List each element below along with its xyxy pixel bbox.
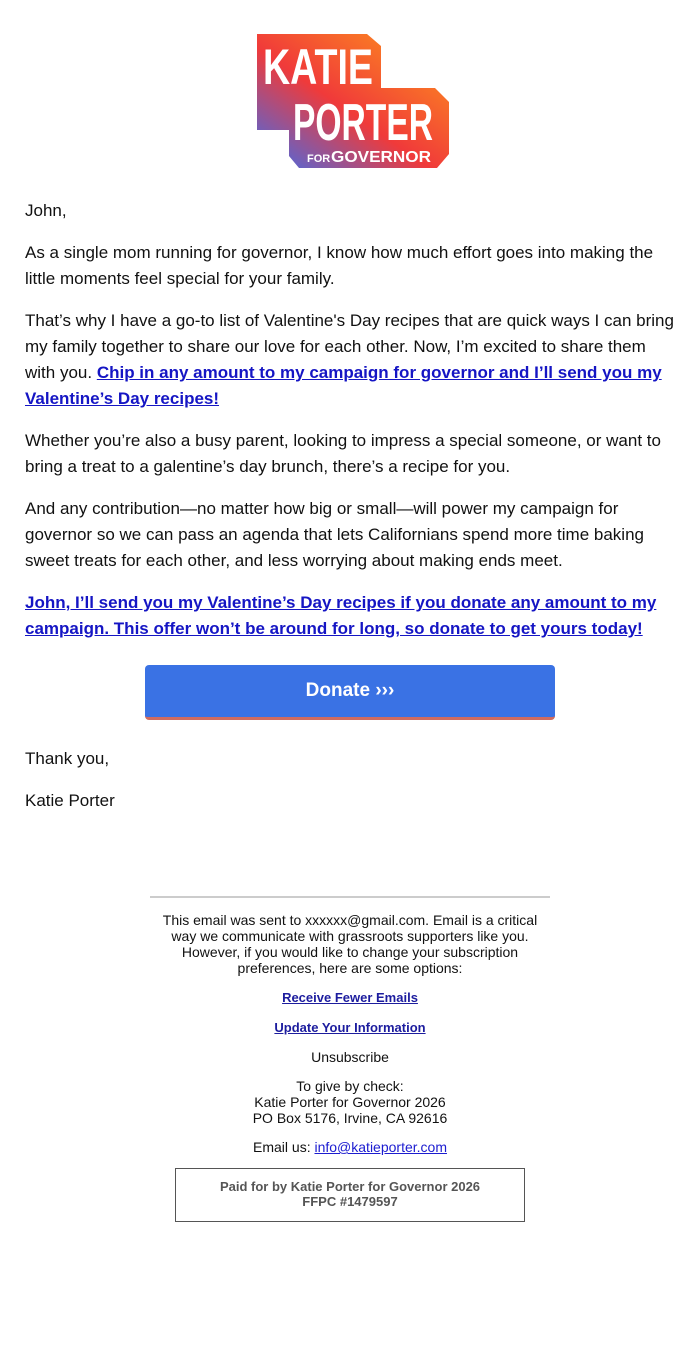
katie-porter-logo (249, 32, 451, 170)
paragraph-3: Whether you’re also a busy parent, looking to impress a special someone, or want to bring a treat to a galentine’s day brunch, there’s a recipe for you. (25, 431, 661, 476)
update-information-link[interactable]: Update Your Information (274, 1020, 426, 1035)
signoff: Thank you, (25, 749, 110, 768)
signature: Katie Porter (25, 791, 115, 810)
chip-in-link[interactable]: Chip in any amount to my campaign for governor and I’ll send you my Valentine’s Day recipes! (25, 363, 662, 408)
email-label: Email us: (253, 1139, 315, 1155)
check-address: PO Box 5176, Irvine, CA 92616 (252, 1110, 448, 1126)
footer-notice: This email was sent to xxxxxx@gmail.com. Email is a critical way we communicate with grassroots supporters like you. However, if you would like to change your subscription preferences, here are some options: (162, 912, 538, 976)
paid-for-text: Paid for by Katie Porter for Governor 2026 (219, 1179, 481, 1194)
footer (150, 896, 550, 1222)
paragraph-2 (25, 308, 675, 412)
email-us (150, 1139, 550, 1155)
paid-for-box (175, 1168, 525, 1222)
email-body (0, 198, 700, 814)
donate-button[interactable]: Donate ››› (145, 665, 555, 720)
check-name: Katie Porter for Governor 2026 (254, 1094, 446, 1110)
contact-email-link[interactable]: info@katieporter.com (314, 1139, 447, 1155)
donate-offer-link[interactable]: John, I’ll send you my Valentine’s Day recipes if you donate any amount to my campaign. This offer won’t be around for long, so donate to get yours today! (25, 593, 657, 638)
svg-text:KATIE: KATIE (263, 39, 373, 95)
greeting: John, (25, 201, 67, 220)
svg-text:PORTER: PORTER (293, 94, 433, 152)
paragraph-2-text: That’s why I have a go-to list of Valentine's Day recipes that are quick ways I can bring my family together to share our love for each other. Now, I’m excited to share them with you. (25, 311, 674, 382)
unsubscribe-link[interactable]: Unsubscribe (311, 1049, 389, 1065)
paragraph-4: And any contribution—no matter how big or small—will power my campaign for governor so we can pass an agenda that lets Californians spend more time baking sweet treats for each other, and less worrying about making ends meet. (25, 499, 644, 570)
paragraph-1: As a single mom running for governor, I know how much effort goes into making the little moments feel special for your family. (25, 243, 654, 288)
svg-text:FOR: FOR (307, 153, 331, 165)
check-label: To give by check: (296, 1078, 404, 1094)
ffpc-number: FFPC #1479597 (302, 1194, 398, 1209)
receive-fewer-emails-link[interactable]: Receive Fewer Emails (282, 990, 418, 1005)
svg-text:GOVERNOR: GOVERNOR (331, 149, 432, 166)
check-info (150, 1078, 550, 1126)
paragraph-5 (25, 590, 675, 642)
